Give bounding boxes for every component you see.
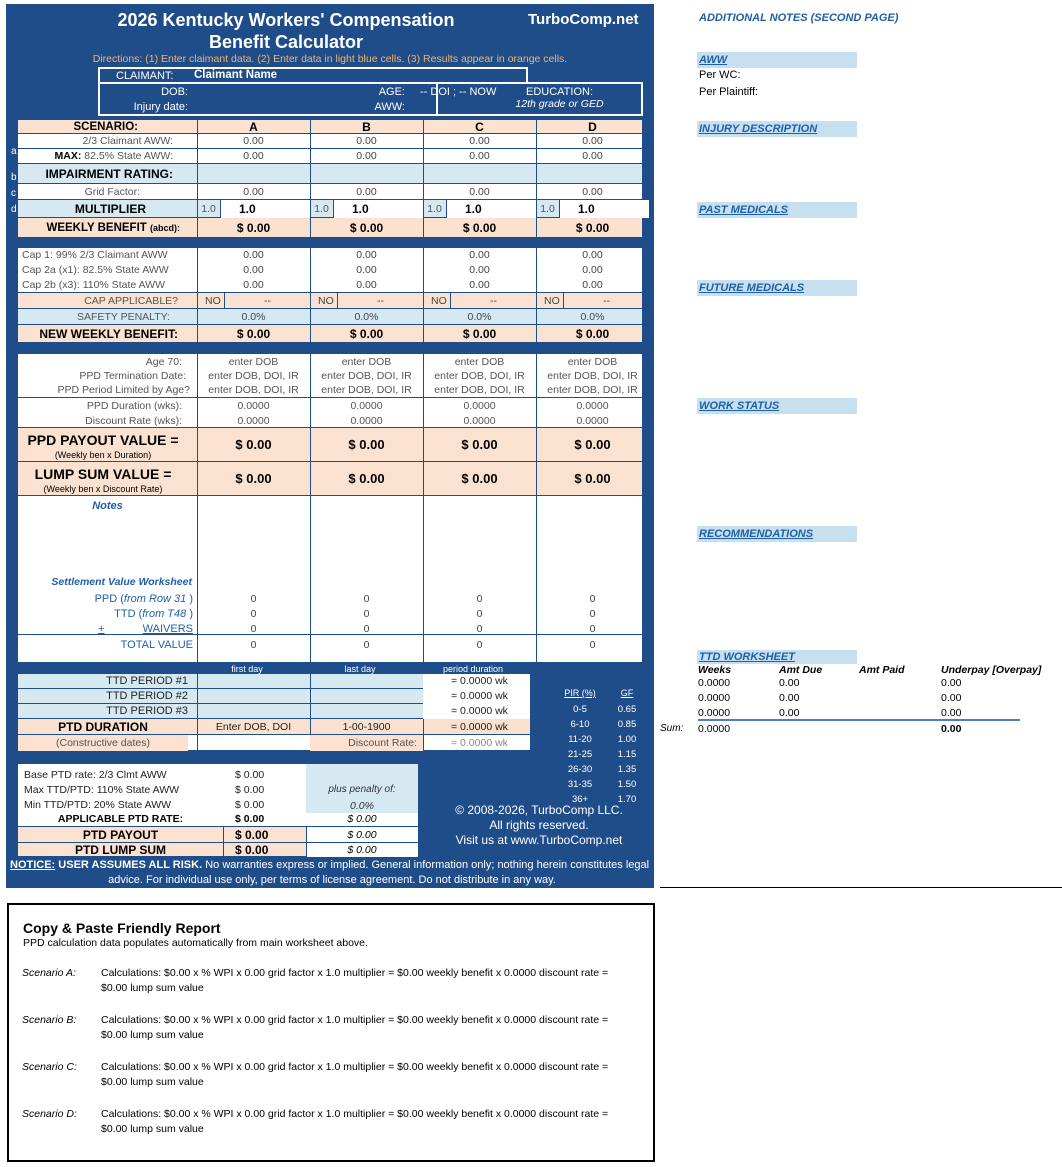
max-aww-0: 0.00 xyxy=(243,150,264,162)
ptd-enter-dob: Enter DOB, DOI xyxy=(215,721,292,733)
max-aww-2: 0.00 xyxy=(469,150,490,162)
ptd-date: 1-00-1900 xyxy=(342,721,391,733)
work-status-header[interactable]: WORK STATUS xyxy=(697,398,857,414)
ttdw-sum-line xyxy=(698,719,1020,721)
ttd-last-day-3[interactable] xyxy=(310,704,423,719)
ppd-payout-2: $ 0.00 xyxy=(461,437,498,452)
ttdw-cell-0-1: 0.00 xyxy=(779,677,800,689)
multiplier-3[interactable]: 1.0 xyxy=(560,200,649,218)
copyright-line-2: All rights reserved. xyxy=(489,818,589,832)
scenario-col-A: A xyxy=(249,120,258,134)
ppd-duration-1: 0.0000 xyxy=(350,400,383,412)
pir-range-3: 21-25 xyxy=(567,749,593,760)
lump-sum-2: $ 0.00 xyxy=(461,471,498,486)
additional-notes-title: ADDITIONAL NOTES (SECOND PAGE) xyxy=(699,12,899,24)
multiplier-small-1: 1.0 xyxy=(310,200,334,218)
claimant-aww-2: 0.00 xyxy=(469,135,490,147)
ttd-period-1-label: TTD PERIOD #1 xyxy=(106,675,188,687)
discount-rate-2: 0.0000 xyxy=(463,415,496,427)
max-state-label: 82.5% State AWW: xyxy=(84,150,173,162)
lump-sum-1: $ 0.00 xyxy=(348,471,385,486)
age70-3: enter DOB xyxy=(567,356,618,368)
max-label: MAX: xyxy=(54,150,82,162)
grid-factor-label: Grid Factor: xyxy=(84,186,140,198)
scenario-col-B: B xyxy=(362,120,371,134)
safety-pct-1[interactable]: 0.0% xyxy=(354,311,379,323)
ptd-payout-value: $ 0.00 xyxy=(235,828,269,842)
ttdw-cell-2-1: 0.00 xyxy=(779,707,800,719)
lump-sum-3: $ 0.00 xyxy=(574,471,611,486)
worksheet-2-0: 0 xyxy=(250,623,257,635)
impairment-label: IMPAIRMENT RATING: xyxy=(45,167,173,181)
age70-0: enter DOB xyxy=(228,356,279,368)
penalty-pct[interactable]: 0.0% xyxy=(350,800,374,812)
lump-sum-sub: (Weekly ben x Discount Rate) xyxy=(43,484,163,494)
directions: Directions: (1) Enter claimant data. (2) Enter data in light blue cells. (3) Results appear in orange cells. xyxy=(92,53,568,65)
ppd-term-label: PPD Termination Date: xyxy=(79,370,186,382)
new-weekly-0: $ 0.00 xyxy=(236,327,271,341)
row-letter-a: a xyxy=(11,146,17,157)
ppd-term-3: enter DOB, DOI, IR xyxy=(547,370,638,382)
notes-title: Notes xyxy=(92,500,123,512)
ttdw-col-0: Weeks xyxy=(698,664,732,676)
cap-applicable-label: CAP APPLICABLE? xyxy=(84,295,178,307)
period-duration-header: period duration xyxy=(442,664,504,674)
cap2a-label: Cap 2a (x1): 82.5% State AWW xyxy=(22,264,169,276)
injury-date-label: Injury date: xyxy=(133,101,188,113)
new-weekly-3: $ 0.00 xyxy=(575,327,610,341)
claimant-label: CLAIMANT: xyxy=(116,70,174,82)
report-label-0: Scenario A: xyxy=(22,967,76,979)
worksheet-2-2: 0 xyxy=(476,623,483,635)
first-day-header: first day xyxy=(231,664,263,674)
ttd-a: TTD ( xyxy=(114,608,143,620)
scenario-label: SCENARIO: xyxy=(73,121,138,133)
grid-factor-3: 0.00 xyxy=(582,186,603,198)
copyright-line-3: Visit us at www.TurboComp.net xyxy=(455,833,623,847)
ttd-c: ) xyxy=(189,608,193,620)
ptd-discount-label: Discount Rate: xyxy=(310,735,423,751)
discount-rate-1: 0.0000 xyxy=(350,415,383,427)
education-label: EDUCATION: xyxy=(525,86,594,98)
weekly-benefit-2: $ 0.00 xyxy=(462,221,497,235)
notes-input-1[interactable] xyxy=(310,496,423,584)
ttdw-col-3: Underpay [Overpay] xyxy=(941,664,1042,676)
report-line2-3: $0.00 lump sum value xyxy=(101,1123,204,1135)
cap-value-0-1: 0.00 xyxy=(356,249,377,261)
ttdw-sum-label: Sum: xyxy=(660,723,684,734)
waivers-label[interactable]: WAIVERS xyxy=(142,623,193,635)
divider xyxy=(660,887,1062,888)
worksheet-0-2: 0 xyxy=(476,593,483,605)
age70-2: enter DOB xyxy=(454,356,505,368)
worksheet-3-2: 0 xyxy=(476,639,483,651)
aww-header[interactable]: AWW xyxy=(697,52,857,68)
ppd-duration-3: 0.0000 xyxy=(576,400,609,412)
ttd-duration-1: = 0.0000 wk xyxy=(423,674,530,689)
weekly-label: WEEKLY BENEFIT xyxy=(46,222,147,234)
pir-range-1: 6-10 xyxy=(570,719,590,730)
discount-rate-label: Discount Rate (wks): xyxy=(85,415,182,427)
pir-range-5: 31-35 xyxy=(567,779,593,790)
ppd-payout-sub: (Weekly ben x Duration) xyxy=(54,450,152,460)
gf-value-6: 1.70 xyxy=(617,794,637,805)
safety-pct-3[interactable]: 0.0% xyxy=(580,311,605,323)
ppd-term-2: enter DOB, DOI, IR xyxy=(434,370,525,382)
cap-value-1-3: 0.00 xyxy=(582,264,603,276)
ppd-payout-3: $ 0.00 xyxy=(574,437,611,452)
ttd-worksheet-label xyxy=(18,607,193,622)
multiplier-2[interactable]: 1.0 xyxy=(447,200,536,218)
report-line1-2: Calculations: $0.00 x % WPI x 0.00 grid factor x 1.0 multiplier = $0.00 weekly benefit x 0.0000 discount rate = xyxy=(101,1061,609,1073)
notice-text-2: advice. For individual use only, per terms of license agreement. Do not distribute in any way. xyxy=(108,874,556,886)
worksheet-1-3: 0 xyxy=(589,608,596,620)
scenario-section xyxy=(18,120,642,238)
age70-label: Age 70: xyxy=(145,356,182,368)
plus-penalty-label: plus penalty of: xyxy=(328,784,396,795)
weekly-benefit-1: $ 0.00 xyxy=(349,221,384,235)
notice-text-1: No warranties express or implied. General information only; nothing herein constitutes legal xyxy=(205,859,650,871)
cap-value-0-3: 0.00 xyxy=(582,249,603,261)
ptd-base-label: Base PTD rate: 2/3 Clmt AWW xyxy=(24,769,167,781)
cap1-label: Cap 1: 99% 2/3 Claimant AWW xyxy=(22,249,168,261)
education-value[interactable]: 12th grade or GED xyxy=(515,98,604,110)
past-medicals-header[interactable]: PAST MEDICALS xyxy=(697,202,857,218)
notice xyxy=(10,858,654,888)
dob-label: DOB: xyxy=(161,86,188,98)
weekly-benefit-label xyxy=(18,218,180,238)
ptd-max-value: $ 0.00 xyxy=(235,784,265,796)
penalty-value-2: $ 0.00 xyxy=(347,829,377,841)
per-plaintiff-label: Per Plaintiff: xyxy=(699,86,759,98)
report-label-3: Scenario D: xyxy=(22,1108,77,1120)
ptd-discount-value: = 0.0000 wk xyxy=(451,737,508,749)
new-weekly-2: $ 0.00 xyxy=(462,327,497,341)
lump-sum-label: LUMP SUM VALUE = xyxy=(34,466,172,482)
cap-value-1-0: 0.00 xyxy=(243,264,264,276)
report-subtitle: PPD calculation data populates automatically from main worksheet above. xyxy=(23,937,368,949)
multiplier-small-0: 1.0 xyxy=(197,200,221,218)
applicable-ptd-value: $ 0.00 xyxy=(235,813,265,825)
pir-range-2: 11-20 xyxy=(568,734,592,745)
gf-value-4: 1.35 xyxy=(617,764,637,775)
cap-value-0-0: 0.00 xyxy=(243,249,264,261)
worksheet-0-3: 0 xyxy=(589,593,596,605)
worksheet-3-3: 0 xyxy=(589,639,596,651)
ppd-b: from Row 31 xyxy=(123,593,187,605)
ttd-section xyxy=(18,674,530,751)
age-value: -- DOI ; -- NOW xyxy=(420,86,497,98)
gf-value-3: 1.15 xyxy=(617,749,637,760)
worksheet-0-0: 0 xyxy=(250,593,257,605)
ttdw-cell-2-3: 0.00 xyxy=(941,707,962,719)
ppd-payout-1: $ 0.00 xyxy=(348,437,385,452)
scenario-col-D: D xyxy=(588,120,597,134)
copyright xyxy=(424,803,654,848)
safety-pct-2[interactable]: 0.0% xyxy=(467,311,492,323)
ppd-a: PPD ( xyxy=(94,593,124,605)
ttdw-sum-weeks: 0.0000 xyxy=(698,723,731,735)
ppd-duration-2: 0.0000 xyxy=(463,400,496,412)
ttd-duration-2: = 0.0000 wk xyxy=(423,689,530,704)
scenario-col-C: C xyxy=(475,120,484,134)
total-value-label: TOTAL VALUE xyxy=(120,639,193,651)
impairment-input-1[interactable] xyxy=(310,164,423,184)
age-label: AGE: xyxy=(378,86,405,98)
gf-value-1: 0.85 xyxy=(617,719,637,730)
ptd-duration-value: = 0.0000 wk xyxy=(451,721,508,733)
title-line-2: Benefit Calculator xyxy=(208,32,364,52)
ttdw-col-2: Amt Paid xyxy=(859,664,905,676)
weekly-benefit-0: $ 0.00 xyxy=(236,221,271,235)
ptd-lump-label: PTD LUMP SUM xyxy=(74,843,167,857)
impairment-input-0[interactable] xyxy=(197,164,310,184)
report-box xyxy=(7,903,655,1162)
calculator-sheet xyxy=(6,4,654,888)
claimant-aww-1: 0.00 xyxy=(356,135,377,147)
multiplier-0[interactable]: 1.0 xyxy=(221,200,310,218)
ttdw-cell-1-3: 0.00 xyxy=(941,692,962,704)
pir-range-4: 26-30 xyxy=(567,764,593,775)
pir-range-6: 36+ xyxy=(571,794,589,805)
ptd-min-value: $ 0.00 xyxy=(235,799,265,811)
worksheet-1-0: 0 xyxy=(250,608,257,620)
max-aww-1: 0.00 xyxy=(356,150,377,162)
cap-dash-3: -- xyxy=(603,295,610,307)
ptd-lump-value: $ 0.00 xyxy=(235,843,269,857)
cap-no-3[interactable]: NO xyxy=(536,293,564,309)
title-line-1: 2026 Kentucky Workers' Compensation xyxy=(117,10,455,30)
ppd-payout-label: PPD PAYOUT VALUE = xyxy=(27,432,179,448)
discount-rate-0: 0.0000 xyxy=(237,415,270,427)
recommendations-header[interactable]: RECOMMENDATIONS xyxy=(697,526,857,542)
weekly-benefit-3: $ 0.00 xyxy=(575,221,610,235)
grid-factor-0: 0.00 xyxy=(243,186,264,198)
aww-label: AWW: xyxy=(374,101,405,113)
ptd-payout-label: PTD PAYOUT xyxy=(82,828,159,842)
last-day-header: last day xyxy=(344,664,376,674)
multiplier-label: MULTIPLIER xyxy=(74,202,146,216)
claimant-aww-label: 2/3 Claimant AWW: xyxy=(82,135,173,147)
penalty-value-1: $ 0.00 xyxy=(306,813,418,826)
ptd-section xyxy=(18,764,418,857)
ttd-first-day-2[interactable] xyxy=(197,689,310,704)
notice-bold: USER ASSUMES ALL RISK. xyxy=(58,859,203,871)
cap-no-0[interactable]: NO xyxy=(197,293,225,309)
safety-pct-0[interactable]: 0.0% xyxy=(241,311,266,323)
row-letter-c: c xyxy=(11,188,16,199)
ttdw-cell-2-0: 0.0000 xyxy=(698,707,731,719)
brand: TurboComp.net xyxy=(528,11,639,28)
applicable-ptd-label: APPLICABLE PTD RATE: xyxy=(57,813,184,825)
claimant-name-input[interactable]: Claimant Name xyxy=(194,69,278,81)
worksheet-3-0: 0 xyxy=(250,639,257,651)
ttd-last-day-1[interactable] xyxy=(310,674,423,689)
cap-dash-1: -- xyxy=(377,295,384,307)
impairment-input-3[interactable] xyxy=(536,164,649,184)
ptd-line-1 xyxy=(18,826,418,827)
cap-value-2-3: 0.00 xyxy=(582,279,603,291)
cap-value-2-2: 0.00 xyxy=(469,279,490,291)
ppd-duration-label: PPD Duration (wks): xyxy=(86,400,182,412)
report-label-2: Scenario C: xyxy=(22,1061,77,1073)
report-label-1: Scenario B: xyxy=(22,1014,77,1026)
ttdw-col-1: Amt Due xyxy=(779,664,823,676)
ptd-min-label: Min TTD/PTD: 20% State AWW xyxy=(24,799,172,811)
ppd-payout-0: $ 0.00 xyxy=(235,437,272,452)
ppd-limited-label: PPD Period Limited by Age? xyxy=(57,384,190,396)
gf-value-5: 1.50 xyxy=(617,779,637,790)
report-line2-2: $0.00 lump sum value xyxy=(101,1076,204,1088)
cap-dash-2: -- xyxy=(490,295,497,307)
worksheet-2-3: 0 xyxy=(589,623,596,635)
worksheet-2-1: 0 xyxy=(363,623,370,635)
future-medicals-header[interactable]: FUTURE MEDICALS xyxy=(697,280,857,296)
claimant-aww-0: 0.00 xyxy=(243,135,264,147)
ppd-limited-2: enter DOB, DOI, IR xyxy=(434,384,525,396)
penalty-value-3: $ 0.00 xyxy=(347,844,377,856)
gf-value-0: 0.65 xyxy=(617,704,637,715)
ppd-limited-3: enter DOB, DOI, IR xyxy=(547,384,638,396)
lump-sum-0: $ 0.00 xyxy=(235,471,272,486)
multiplier-small-2: 1.0 xyxy=(423,200,447,218)
copyright-line-1: © 2008-2026, TurboComp LLC. xyxy=(455,803,623,817)
ttd-last-day-2[interactable] xyxy=(310,689,423,704)
multiplier-1[interactable]: 1.0 xyxy=(334,200,423,218)
claimant-aww-3: 0.00 xyxy=(582,135,603,147)
max-state-aww-label xyxy=(18,149,173,164)
discount-rate-3: 0.0000 xyxy=(576,415,609,427)
report-line1-1: Calculations: $0.00 x % WPI x 0.00 grid factor x 1.0 multiplier = $0.00 weekly benefit x 0.0000 discount rate = xyxy=(101,1014,609,1026)
max-aww-3: 0.00 xyxy=(582,150,603,162)
cap2b-label: Cap 2b (x3): 110% State AWW xyxy=(22,279,165,291)
per-wc-label: Per WC: xyxy=(699,69,741,81)
ttd-first-day-3[interactable] xyxy=(197,704,310,719)
claimant-row xyxy=(98,67,528,82)
multiplier-small-3: 1.0 xyxy=(536,200,560,218)
pir-range-0: 0-5 xyxy=(573,704,587,715)
report-title: Copy & Paste Friendly Report xyxy=(23,920,221,936)
cap-dash-0: -- xyxy=(264,295,271,307)
ptd-max-label: Max TTD/PTD: 110% State AWW xyxy=(24,784,180,796)
report-line1-0: Calculations: $0.00 x % WPI x 0.00 grid factor x 1.0 multiplier = $0.00 weekly benefit x 0.0000 discount rate = xyxy=(101,967,609,979)
ppd-term-0: enter DOB, DOI, IR xyxy=(208,370,299,382)
row-letter-d: d xyxy=(11,204,17,215)
notice-label: NOTICE: xyxy=(10,859,56,871)
ttdw-cell-1-1: 0.00 xyxy=(779,692,800,704)
age70-1: enter DOB xyxy=(341,356,392,368)
ttd-period-3-label: TTD PERIOD #3 xyxy=(106,705,188,717)
ptd-duration-label: PTD DURATION xyxy=(58,720,148,734)
constructive-dates-label: (Constructive dates) xyxy=(18,735,188,751)
cap-value-2-0: 0.00 xyxy=(243,279,264,291)
new-weekly-1: $ 0.00 xyxy=(349,327,384,341)
ppd-worksheet-label xyxy=(18,592,193,607)
worksheet-1-2: 0 xyxy=(476,608,483,620)
notes-input-2[interactable] xyxy=(423,496,536,584)
cap-value-1-2: 0.00 xyxy=(469,264,490,276)
ppd-duration-0: 0.0000 xyxy=(237,400,270,412)
ttdw-cell-0-3: 0.00 xyxy=(941,677,962,689)
impairment-input-2[interactable] xyxy=(423,164,536,184)
ppd-c: ) xyxy=(189,593,193,605)
cap-value-2-1: 0.00 xyxy=(356,279,377,291)
cap-value-1-1: 0.00 xyxy=(356,264,377,276)
worksheet-0-1: 0 xyxy=(363,593,370,605)
row-letter-b: b xyxy=(11,172,17,183)
grid-factor-1: 0.00 xyxy=(356,186,377,198)
ppd-term-1: enter DOB, DOI, IR xyxy=(321,370,412,382)
caps-section xyxy=(18,248,642,343)
worksheet-1-1: 0 xyxy=(363,608,370,620)
ppd-limited-0: enter DOB, DOI, IR xyxy=(208,384,299,396)
ttd-worksheet-header[interactable]: TTD WORKSHEET xyxy=(697,650,857,664)
grid-factor-2: 0.00 xyxy=(469,186,490,198)
ppd-section xyxy=(18,354,642,662)
notes-input-0[interactable] xyxy=(197,496,310,584)
ttd-period-2-label: TTD PERIOD #2 xyxy=(106,690,188,702)
safety-penalty-label: SAFETY PENALTY: xyxy=(77,311,170,323)
education-box xyxy=(436,82,643,116)
ttdw-sum-under: 0.00 xyxy=(941,723,962,735)
plus-sign: + xyxy=(98,623,105,635)
report-line2-1: $0.00 lump sum value xyxy=(101,1029,204,1041)
ptd-base-value: $ 0.00 xyxy=(235,769,265,781)
report-line1-3: Calculations: $0.00 x % WPI x 0.00 grid factor x 1.0 multiplier = $0.00 weekly benefit x 0.0000 discount rate = xyxy=(101,1108,609,1120)
cap-no-1[interactable]: NO xyxy=(310,293,338,309)
ppd-limited-1: enter DOB, DOI, IR xyxy=(321,384,412,396)
injury-description-header[interactable]: INJURY DESCRIPTION xyxy=(697,121,857,137)
ttd-first-day-1[interactable] xyxy=(197,674,310,689)
cap-no-2[interactable]: NO xyxy=(423,293,451,309)
worksheet-3-1: 0 xyxy=(363,639,370,651)
pir-header: PIR (%) xyxy=(564,688,596,698)
ttd-b: from T48 xyxy=(142,608,187,620)
new-weekly-label: NEW WEEKLY BENEFIT: xyxy=(39,327,178,341)
settlement-worksheet-title: Settlement Value Worksheet xyxy=(51,576,192,588)
ttdw-cell-0-0: 0.0000 xyxy=(698,677,731,689)
weekly-suffix: (abcd): xyxy=(150,223,180,233)
notes-input-3[interactable] xyxy=(536,496,649,584)
cap-value-0-2: 0.00 xyxy=(469,249,490,261)
ttd-duration-3: = 0.0000 wk xyxy=(423,704,530,719)
gf-value-2: 1.00 xyxy=(617,734,637,745)
ttdw-cell-1-0: 0.0000 xyxy=(698,692,731,704)
gf-header: GF xyxy=(620,688,634,698)
report-line2-0: $0.00 lump sum value xyxy=(101,982,204,994)
